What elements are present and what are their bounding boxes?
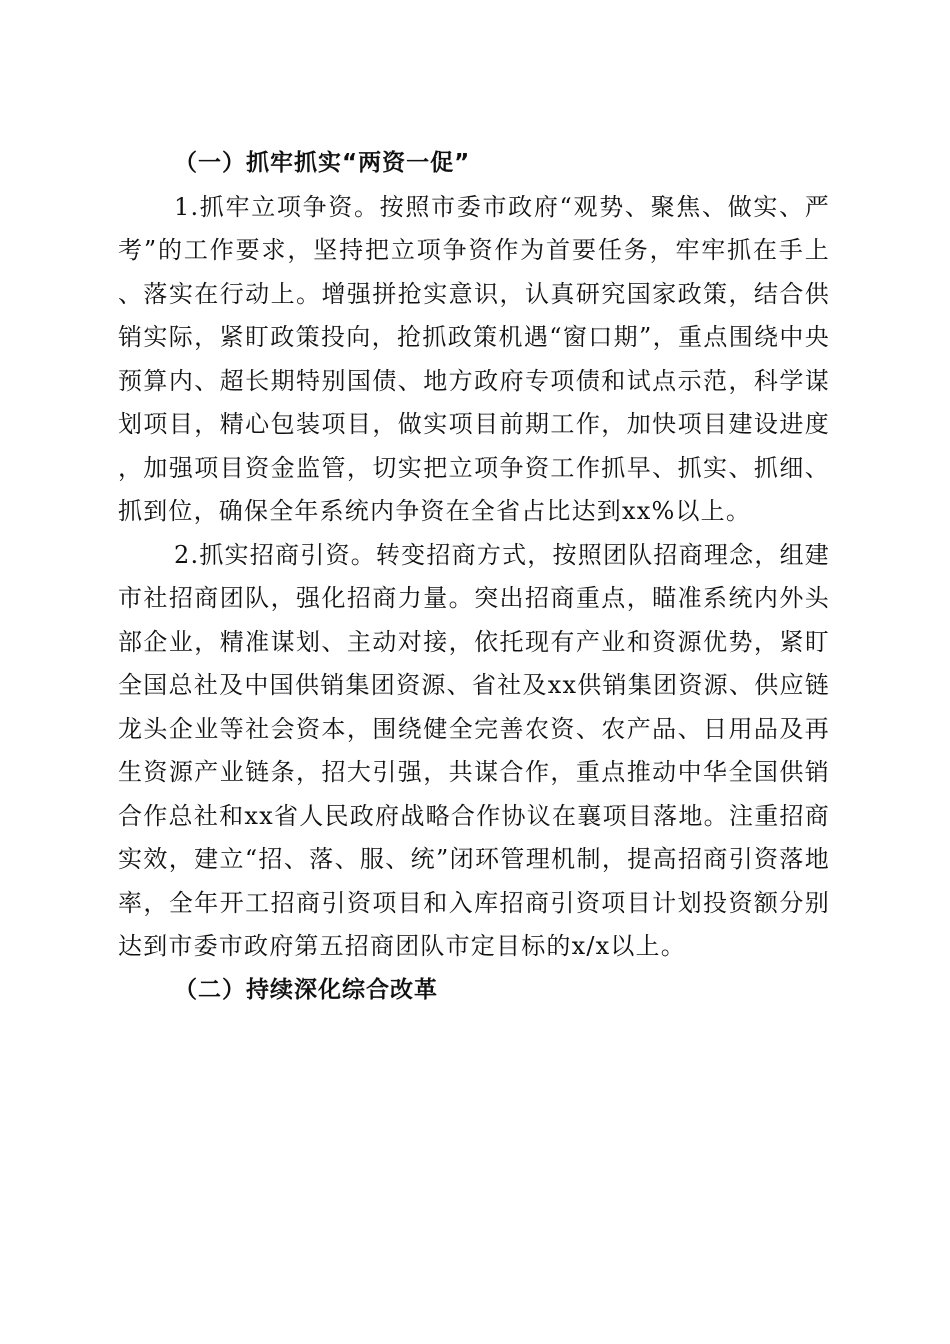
section-heading-1: （一）抓牢抓实“两资一促” bbox=[174, 150, 471, 176]
document-body bbox=[118, 142, 830, 1012]
section-heading-2: （二）持续深化综合改革 bbox=[174, 976, 438, 1003]
paragraph-investment-attraction: 2.抓实招商引资。转变招商方式，按照团队招商理念，组建市社招商团队，强化招商力量。突出招商重点，瞄准系统内外头部企业，精准谋划、主动对接，依托现有产业和资源优势，紧盯全国总社及中国供销集团资源、省社及xx供销集团资源、供应链龙头企业等社会资本，围绕健全完善农资、农产品、日用品及再生资源产业链条，招大引强，共谋合作，重点推动中华全国供销合作总社和xx省人民政府战略合作协议在襄项目落地。注重招商实效，建立“招、落、服、统”闭环管理机制，提高招商引资落地率，全年开工招商引资项目和入库招商引资项目计划投资额分别达到市委市政府第五招商团队市定目标的x/x以上。 bbox=[118, 540, 830, 960]
paragraph-project-funding: 1.抓牢立项争资。按照市委市政府“观势、聚焦、做实、严考”的工作要求，坚持把立项争资作为首要任务，牢牢抓在手上、落实在行动上。增强拼抢实意识，认真研究国家政策，结合供销实际，紧盯政策投向，抢抓政策机遇“窗口期”，重点围绕中央预算内、超长期特别国债、地方政府专项债和试点示范，科学谋划项目，精心包装项目，做实项目前期工作，加快项目建设进度，加强项目资金监管，切实把立项争资工作抓早、抓实、抓细、抓到位，确保全年系统内争资在全省占比达到xx%以上。 bbox=[118, 192, 830, 525]
